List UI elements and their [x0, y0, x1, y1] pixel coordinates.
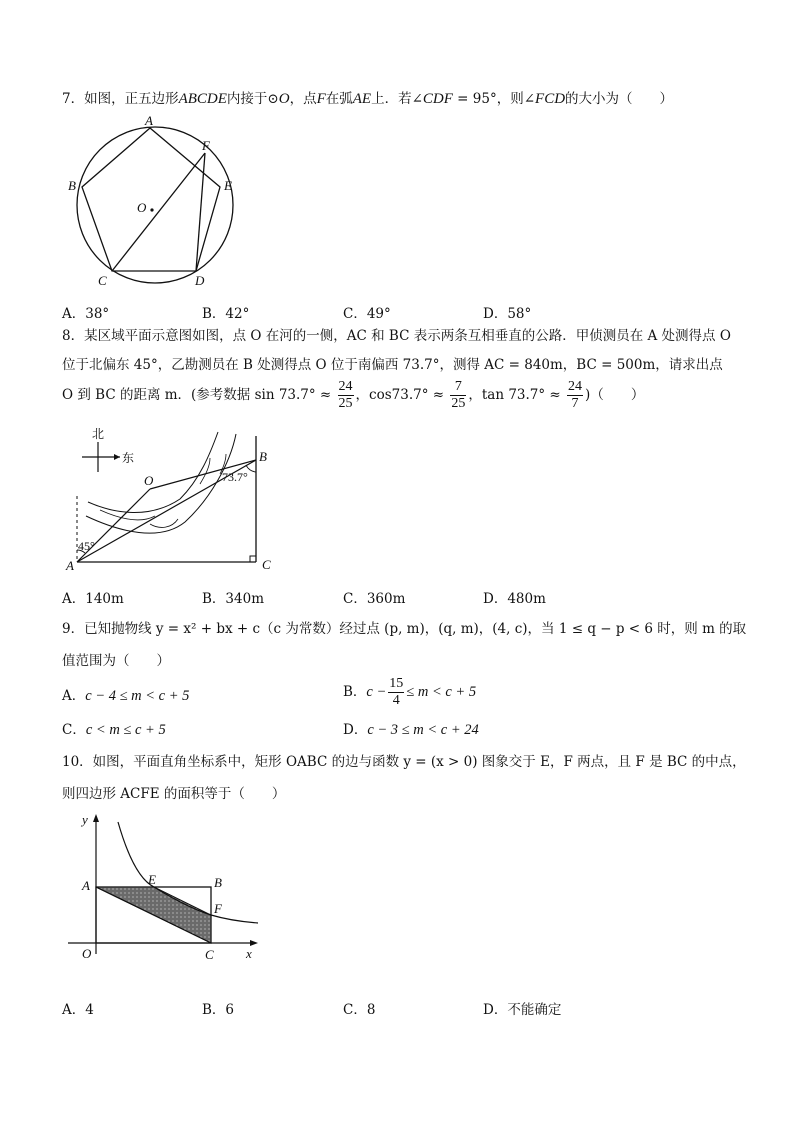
- q9-line-1: 9．已知抛物线 y = x² + bx + c（c 为常数）经过点 (p, m)，(q, m)，(4, c)，当 1 ≤ q − p < 6 时，则 m 的取: [62, 621, 747, 637]
- q7-option-c[interactable]: C．49°: [343, 306, 391, 322]
- q7-label-f: F: [202, 138, 210, 153]
- q8-line-2: 位于北偏东 45°，乙勘测员在 B 处测得点 O 位于南偏西 73.7°，测得 AC = 840m，BC = 500m，请求出点: [62, 357, 723, 373]
- q7-option-a[interactable]: A．38°: [62, 306, 110, 322]
- q7-label-o: O: [137, 200, 147, 215]
- q8-label-b: B: [259, 449, 267, 464]
- q7-center-dot: [150, 208, 153, 211]
- q9-option-d[interactable]: D．c − 3 ≤ m < c + 24: [343, 722, 479, 738]
- q10-option-a[interactable]: A．4: [62, 1002, 94, 1018]
- q7-stem: 7．如图，正五边形ABCDE内接于⊙O，点F在弧AE上．若∠CDF = 95°，则∠FCD的大小为（ ）: [62, 91, 674, 107]
- q10-label-b: B: [214, 875, 222, 890]
- q10-label-c: C: [205, 947, 214, 962]
- q8-line-1: 8．某区域平面示意图如图，点 O 在河的一侧，AC 和 BC 表示两条互相垂直的公路．甲侦测员在 A 处测得点 O: [62, 328, 731, 344]
- q7-pentagon: [82, 128, 220, 271]
- q8-label-east: 东: [122, 451, 135, 465]
- q8-angle-b: 73.7°: [222, 470, 248, 484]
- q8-option-b[interactable]: B．340m: [202, 591, 264, 607]
- q9-frac: $\frac{15}{4}$: [389, 676, 404, 708]
- q8-option-a[interactable]: A．140m: [62, 591, 124, 607]
- q7-figure: [60, 115, 260, 295]
- q8-option-d[interactable]: D．480m: [483, 591, 546, 607]
- q7-label-b: B: [68, 178, 76, 193]
- q7-label-e: E: [224, 178, 232, 193]
- q10-label-a: A: [82, 878, 90, 893]
- q8-frac-cos: $\frac{7}{25}$: [451, 379, 466, 411]
- q10-line-2: 则四边形 ACFE 的面积等于（ ）: [62, 786, 286, 802]
- q10-figure: [60, 812, 270, 972]
- q10-option-c[interactable]: C．8: [343, 1002, 376, 1018]
- q8-label-north: 北: [92, 427, 105, 441]
- q10-line-1: 10．如图，平面直角坐标系中，矩形 OABC 的边与函数 y = (x > 0) 图象交于 E，F 两点，且 F 是 BC 的中点，: [62, 754, 746, 770]
- q8-label-a: A: [66, 558, 74, 573]
- q10-label-x: x: [246, 946, 252, 961]
- q8-figure: [60, 424, 280, 574]
- q8-label-o: O: [144, 473, 154, 488]
- q9-line-2: 值范围为（ ）: [62, 653, 170, 669]
- q8-angle-a: 45°: [78, 539, 95, 553]
- q8-label-c: C: [262, 557, 271, 572]
- q10-label-f: F: [214, 901, 222, 916]
- q7-label-a: A: [145, 113, 153, 128]
- q9-option-b[interactable]: B．c − $\frac{15}{4}$ ≤ m < c + 5: [343, 676, 477, 708]
- q8-frac-sin: $\frac{24}{25}$: [338, 379, 353, 411]
- q7-line-cf: [112, 153, 205, 271]
- q8-line-3: O 到 BC 的距离 m．(参考数据 sin 73.7° ≈ $\frac{24}{25}$ ，cos73.7° ≈ $\frac{7}{25}$ ，tan 73.7° ≈ $\frac{24}{7}$ )（ ）: [62, 379, 645, 411]
- q8-frac-tan: $\frac{24}{7}$: [568, 379, 583, 411]
- q8-option-c[interactable]: C．360m: [343, 591, 406, 607]
- q7-label-c: C: [98, 273, 107, 288]
- q9-option-a[interactable]: A．c − 4 ≤ m < c + 5: [62, 688, 190, 704]
- q7-option-d[interactable]: D．58°: [483, 306, 532, 322]
- q10-option-d[interactable]: D．不能确定: [483, 1002, 562, 1018]
- q10-label-e: E: [148, 872, 156, 887]
- q7-label-d: D: [195, 273, 205, 288]
- q9-option-c[interactable]: C．c < m ≤ c + 5: [62, 722, 166, 738]
- q10-label-y: y: [82, 812, 88, 827]
- q10-label-o: O: [82, 946, 92, 961]
- q10-option-b[interactable]: B．6: [202, 1002, 235, 1018]
- q7-option-b[interactable]: B．42°: [202, 306, 250, 322]
